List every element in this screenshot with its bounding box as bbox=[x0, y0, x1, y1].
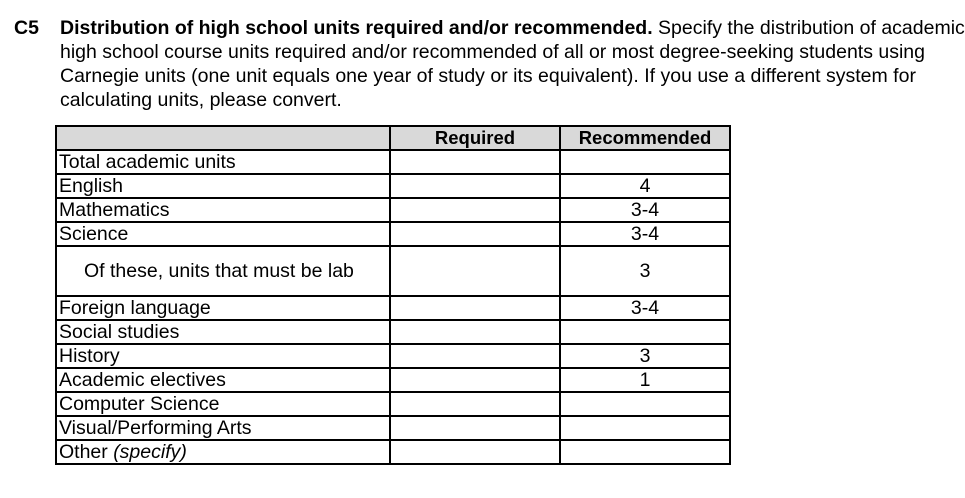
table-row bbox=[56, 296, 730, 320]
question-line-2: high school course units required and/or recommended of all or most degree-seeking students using bbox=[60, 41, 925, 63]
table-row bbox=[56, 440, 730, 464]
table-row bbox=[56, 174, 730, 198]
table-row bbox=[56, 344, 730, 368]
row-label-visual-performing-arts: Visual/Performing Arts bbox=[56, 416, 390, 440]
row-label-other-text: Other bbox=[59, 441, 114, 463]
row-label-mathematics: Mathematics bbox=[56, 198, 390, 222]
question-line-1 bbox=[60, 16, 965, 40]
question-line-3: Carnegie units (one unit equals one year of study or its equivalent). If you use a different system for bbox=[60, 65, 916, 87]
question-line-1-rest: Specify the distribution of academic bbox=[658, 17, 965, 39]
required-english[interactable] bbox=[390, 174, 560, 198]
recommended-lab-units[interactable]: 3 bbox=[560, 246, 730, 296]
question-title: Distribution of high school units required and/or recommended. bbox=[60, 17, 653, 39]
row-label-history: History bbox=[56, 344, 390, 368]
header-row bbox=[56, 126, 730, 150]
row-label-lab-units: Of these, units that must be lab bbox=[56, 246, 390, 296]
recommended-history[interactable]: 3 bbox=[560, 344, 730, 368]
required-foreign-language[interactable] bbox=[390, 296, 560, 320]
recommended-foreign-language[interactable]: 3-4 bbox=[560, 296, 730, 320]
recommended-other[interactable] bbox=[560, 440, 730, 464]
question-line-4: calculating units, please convert. bbox=[60, 89, 342, 111]
table-row bbox=[56, 368, 730, 392]
required-social-studies[interactable] bbox=[390, 320, 560, 344]
table-row bbox=[56, 392, 730, 416]
row-label-social-studies: Social studies bbox=[56, 320, 390, 344]
row-label-other-note: (specify) bbox=[113, 441, 187, 463]
table-row bbox=[56, 150, 730, 174]
row-label-academic-electives: Academic electives bbox=[56, 368, 390, 392]
recommended-academic-electives[interactable]: 1 bbox=[560, 368, 730, 392]
required-science[interactable] bbox=[390, 222, 560, 246]
required-lab-units[interactable] bbox=[390, 246, 560, 296]
table-row bbox=[56, 320, 730, 344]
recommended-science[interactable]: 3-4 bbox=[560, 222, 730, 246]
row-label-foreign-language: Foreign language bbox=[56, 296, 390, 320]
table-row bbox=[56, 222, 730, 246]
row-label-other bbox=[56, 440, 390, 464]
table-row bbox=[56, 246, 730, 296]
row-label-science: Science bbox=[56, 222, 390, 246]
header-required: Required bbox=[390, 126, 560, 150]
required-academic-electives[interactable] bbox=[390, 368, 560, 392]
recommended-mathematics[interactable]: 3-4 bbox=[560, 198, 730, 222]
question-number: C5 bbox=[14, 17, 39, 39]
recommended-social-studies[interactable] bbox=[560, 320, 730, 344]
recommended-computer-science[interactable] bbox=[560, 392, 730, 416]
required-total-academic-units[interactable] bbox=[390, 150, 560, 174]
row-label-computer-science: Computer Science bbox=[56, 392, 390, 416]
question-text bbox=[60, 16, 965, 112]
header-label bbox=[56, 126, 390, 150]
required-computer-science[interactable] bbox=[390, 392, 560, 416]
units-table bbox=[55, 125, 731, 465]
table-row bbox=[56, 198, 730, 222]
recommended-english[interactable]: 4 bbox=[560, 174, 730, 198]
recommended-total-academic-units[interactable] bbox=[560, 150, 730, 174]
required-other[interactable] bbox=[390, 440, 560, 464]
required-history[interactable] bbox=[390, 344, 560, 368]
table-row bbox=[56, 416, 730, 440]
header-recommended: Recommended bbox=[560, 126, 730, 150]
required-mathematics[interactable] bbox=[390, 198, 560, 222]
recommended-visual-performing-arts[interactable] bbox=[560, 416, 730, 440]
required-visual-performing-arts[interactable] bbox=[390, 416, 560, 440]
row-label-total-academic-units: Total academic units bbox=[56, 150, 390, 174]
row-label-english: English bbox=[56, 174, 390, 198]
